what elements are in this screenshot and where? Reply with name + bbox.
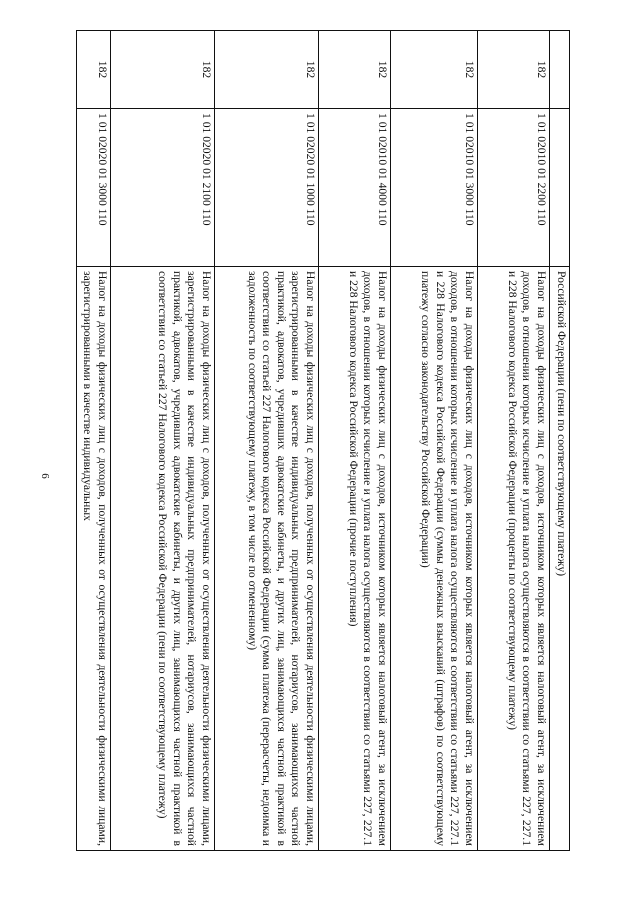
page-number: 6: [38, 473, 51, 479]
administrator-code-cell: 182: [215, 31, 319, 109]
income-description-cell: Налог на доходы физических лиц с доходов, полученных от осуществления деятельности физическими лицами, зарегистрированными в качестве индивидуальных предпринимателей, нотариусов, занимающихся частной практикой, адвокатов, учредивших адвокатские кабинеты, и других лиц, занимающихся частной практикой в соответствии со статьей 227 Налогового кодекса Российской Федерации (сумма платежа (перерасчеты, недоимка и задолженность по соответствующему платежу, в том числе по отмененному): [215, 267, 319, 851]
administrator-code-cell: 182: [478, 31, 550, 109]
budget-classification-code-cell: 1 01 02020 01 3000 110: [77, 109, 111, 267]
budget-classification-code-cell: 1 01 02010 01 2200 110: [478, 109, 550, 267]
table-frame: [70, 30, 570, 850]
budget-classification-code-cell: 1 01 02010 01 4000 110: [319, 109, 391, 267]
income-description-cell: Налог на доходы физических лиц с доходов, источником которых является налоговый агент, за исключением доходов, в отношении которых исчисление и уплата налога осуществляются в соответствии со статьями 227, 227.1 и 228 Налогового кодекса Российской Федерации (прочие поступления): [319, 267, 391, 851]
administrator-code-cell: 182: [319, 31, 391, 109]
income-description-cell: Налог на доходы физических лиц с доходов, источником которых является налоговый агент, за исключением доходов, в отношении которых исчисление и уплата налога осуществляются в соответствии со статьями 227, 227.1 и 228 Налогового кодекса Российской Федерации (проценты по соответствующему платежу): [478, 267, 550, 851]
administrator-code-cell: 182: [111, 31, 215, 109]
administrator-code-cell: [550, 31, 570, 109]
table-row: [77, 31, 111, 851]
administrator-code-cell: 182: [77, 31, 111, 109]
budget-classification-code-cell: 1 01 02010 01 3000 110: [391, 109, 478, 267]
income-description-cell: Налог на доходы физических лиц с доходов, полученных от осуществления деятельности физическими лицами, зарегистрированными в качестве индивидуальных: [77, 267, 111, 851]
table-row: [319, 31, 391, 851]
table-row: [215, 31, 319, 851]
table-row: [111, 31, 215, 851]
table-row: [550, 31, 570, 851]
administrator-code-cell: 182: [391, 31, 478, 109]
income-description-cell: Российской Федерации (пени по соответствующему платежу): [550, 267, 570, 851]
income-description-cell: Налог на доходы физических лиц с доходов, полученных от осуществления деятельности физическими лицами, зарегистрированными в качестве индивидуальных предпринимателей, нотариусов, занимающихся частной практикой, адвокатов, учредивших адвокатские кабинеты, и других лиц, занимающихся частной практикой в соответствии со статьей 227 Налогового кодекса Российской Федерации (пени по соответствующему платежу): [111, 267, 215, 851]
table-row: [391, 31, 478, 851]
budget-classification-code-cell: 1 01 02020 01 2100 110: [111, 109, 215, 267]
income-description-cell: Налог на доходы физических лиц с доходов, источником которых является налоговый агент, за исключением доходов, в отношении которых исчисление и уплата налога осуществляются в соответствии со статьями 227, 227.1 и 228 Налогового кодекса Российской Федерации (суммы денежных взысканий (штрафов) по соответствующему платежу согласно законодательству Российской Федерации): [391, 267, 478, 851]
budget-classification-code-cell: 1 01 02020 01 1000 110: [215, 109, 319, 267]
budget-classification-code-cell: [550, 109, 570, 267]
tax-code-table: [76, 30, 570, 851]
table-row: [478, 31, 550, 851]
